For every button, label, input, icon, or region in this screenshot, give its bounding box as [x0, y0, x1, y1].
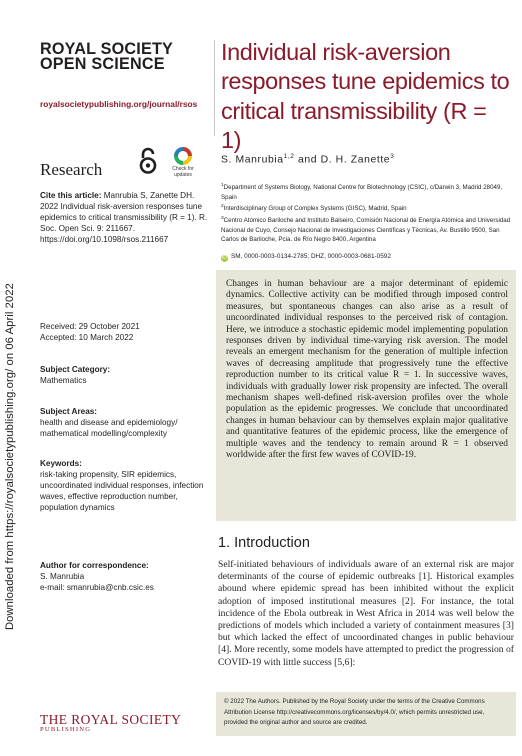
- introduction-body: Self-initiated behaviours of individuals aware of an external risk are major determinants of the course of epidemic outbreaks [1]. Historical examples abound where epidemic spread has been inhibited without the explicit adoption of imposed institutional measures [2]. For instance, the total incidence of the Ebola outbreak in West Africa in 2014 was well below the predictions of models which included a variety of containment measures [3] but which lacked the effect of uncoordinated changes in public behaviour [4]. More recently, some models have attempted to predict the progression of COVID-19 with little success [5,6]:: [218, 559, 514, 668]
- publisher-line1: THE ROYAL SOCIETY: [40, 712, 182, 727]
- abstract-box: [216, 270, 516, 521]
- journal-name-line1: ROYAL SOCIETY: [40, 40, 174, 58]
- open-access-icon: [137, 146, 159, 176]
- title-divider: [214, 40, 215, 136]
- abstract-text: Changes in human behaviour are a major determinant of epidemic dynamics. Collective activity can be modified through imposed control measures, but spontaneous changes can also arise as a result of uncoordinated individual responses to the perceived risk of contagion. Here, we introduce a stochastic epidemic model implementing population responses driven by individual time-varying risk aversion. The model reveals an emergent mechanism for the generation of multiple infection waves of decreasing amplitude that progressively tune the effective reproduction number to its critical value R = 1. In successive waves, individuals with gradually lower risk propensity are infected. The overall mechanism shapes well-defined risk-aversion profiles over the whole population as the epidemic progresses. We conclude that uncoordinated changes in human behaviour can by themselves explain major qualitative and quantitative features of the epidemic process, like the emergence of multiple waves and the tendency to remain around R = 1 observed worldwide after the first few waves of COVID-19.: [226, 279, 508, 461]
- correspondence-email[interactable]: e-mail: smanrubia@cnb.csic.es: [40, 583, 154, 592]
- subject-category-value: Mathematics: [40, 376, 87, 385]
- check-updates-icon: [174, 147, 192, 165]
- subject-areas-value: health and disease and epidemiology/ mathematical modelling/complexity: [40, 418, 178, 438]
- accepted-date: Accepted: 10 March 2022: [40, 333, 134, 342]
- correspondence: [40, 560, 208, 593]
- section-heading-introduction: 1. Introduction: [218, 535, 310, 551]
- citation-label: Cite this article:: [40, 191, 102, 200]
- citation-block: [40, 190, 208, 245]
- citation-text: Manrubia S, Zanette DH. 2022 Individual risk-aversion responses tune epidemics to critical transmissibility (R = 1). R. Soc. Open Sci. 9: 211667.: [40, 191, 208, 233]
- subject-category: [40, 364, 208, 386]
- subject-areas-label: Subject Areas:: [40, 407, 98, 416]
- subject-category-label: Subject Category:: [40, 365, 111, 374]
- keywords-value: risk-taking propensity, SIR epidemics, uncoordinated individual responses, infection waves, effective reproduction number, population dynamics: [40, 470, 204, 512]
- journal-url[interactable]: royalsocietypublishing.org/journal/rsos: [40, 99, 198, 109]
- article-title: Individual risk-aversion responses tune epidemics to critical transmissibility (R = 1): [221, 39, 510, 153]
- citation-doi[interactable]: https://doi.org/10.1098/rsos.211667: [40, 235, 169, 244]
- license-text: © 2022 The Authors. Published by the Royal Society under the terms of the Creative Commons Attribution License http://creativecommons.org/licenses/by/4.0/, which permits unrestricted use, provided the original author and source are credited.: [224, 698, 485, 727]
- download-sidebar: [2, 30, 20, 700]
- author-2: and D. H. Zanette: [297, 154, 391, 166]
- section-label: Research: [40, 160, 103, 179]
- orcid-ids: SM, 0000-0003-0134-2785; DHZ, 0000-0003-0681-0592: [231, 253, 391, 260]
- affiliations: [221, 181, 513, 245]
- keywords-label: Keywords:: [40, 459, 82, 468]
- check-updates-label: Check for updates: [172, 166, 194, 178]
- authors: S. Manrubia$^{1,2}$ and D. H. Zanette$^3$: [221, 153, 395, 166]
- license-box: [216, 692, 516, 736]
- affiliation-2: $^2$Interdisciplinary Group of Complex Systems (GISC), Madrid, Spain: [221, 204, 407, 213]
- affiliation-1: $^1$Department of Systems Biology, National Centre for Biotechnology (CSIC), c/Darwin 3, Madrid 28049, Spain: [221, 183, 503, 201]
- dates-block: [40, 321, 208, 343]
- subject-areas: [40, 406, 208, 439]
- publisher-logo: [40, 713, 181, 734]
- journal-logo[interactable]: [40, 42, 173, 72]
- correspondence-label: Author for correspondence:: [40, 561, 149, 570]
- journal-name-line2: OPEN SCIENCE: [40, 55, 165, 73]
- check-for-updates-badge[interactable]: [170, 147, 196, 181]
- affiliation-3: $^3$Centro Atómico Bariloche and Instituto Balseiro, Comisión Nacional de Energía Atómica and Universidad Nacional de Cuyo, Consejo Nacional de Investigaciones Científicas y Técnicas, Av. Bustillo 9500, San Carlos de Bariloche, Pcia. de Río Negro 8400, Argentina: [221, 215, 511, 244]
- publisher-line2: PUBLISHING: [40, 726, 92, 733]
- author-1: S. Manrubia: [221, 154, 284, 166]
- received-date: Received: 29 October 2021: [40, 322, 140, 331]
- keywords: [40, 458, 208, 513]
- correspondence-name: S. Manrubia: [40, 572, 85, 581]
- orcid-line[interactable]: [221, 253, 391, 262]
- download-note: Downloaded from https://royalsocietypublishing.org/ on 06 April 2022: [4, 283, 16, 630]
- orcid-icon: iD: [222, 255, 227, 261]
